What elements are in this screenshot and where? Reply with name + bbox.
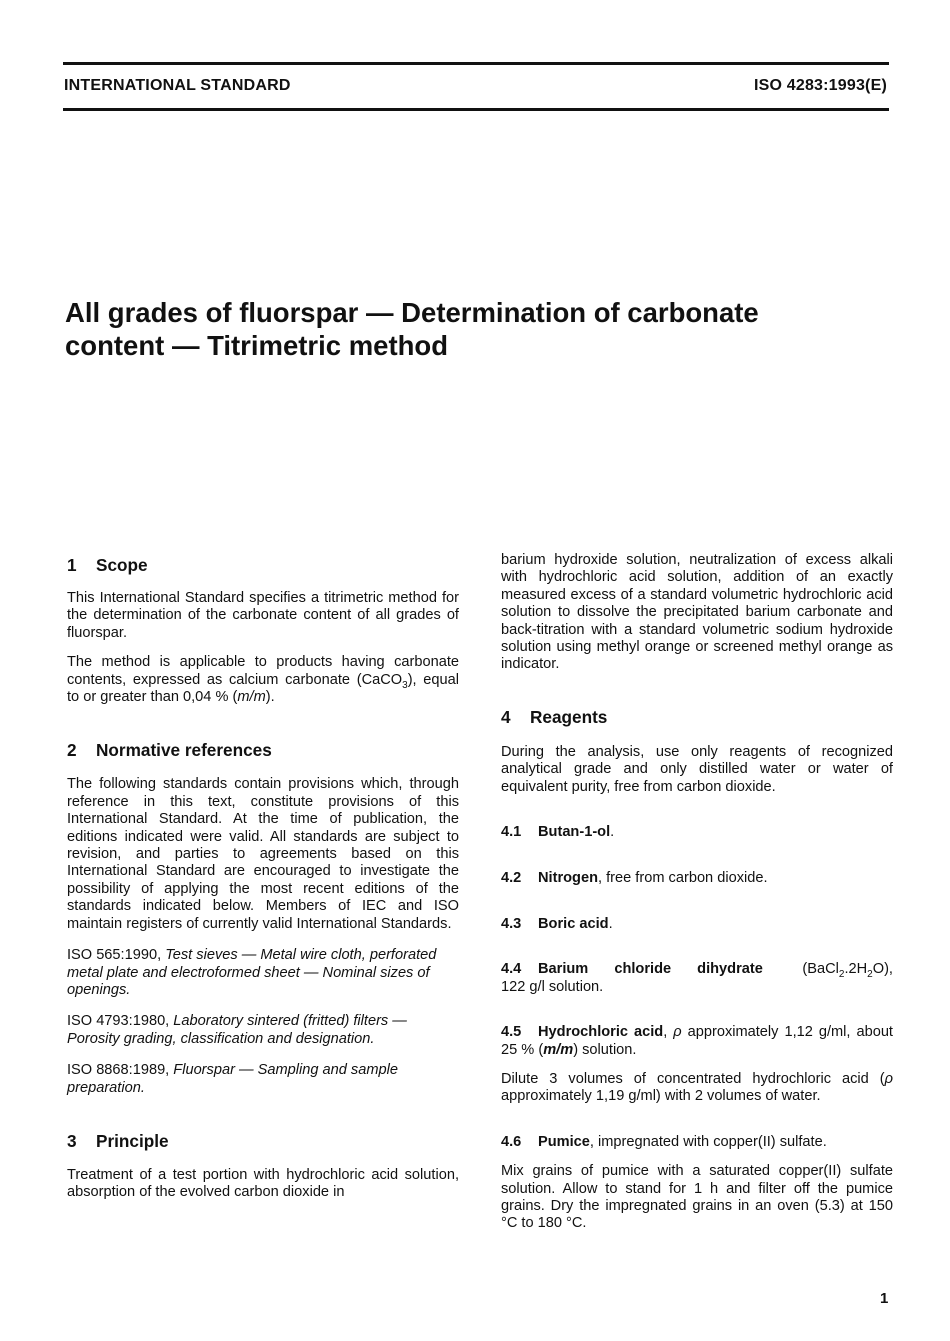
title-line-1: All grades of fluorspar — Determination of carbonate	[65, 297, 759, 328]
reagent-4-6: 4.6 Pumice, impregnated with copper(II) sulfate.	[501, 1133, 827, 1150]
principle-paragraph-start: Treatment of a test portion with hydrochloric acid solution, absorption of the evolved carbon dioxide in	[67, 1166, 459, 1201]
header-top-rule	[63, 62, 889, 65]
section-principle-heading: 3 Principle	[67, 1130, 169, 1151]
page-number: 1	[880, 1290, 889, 1307]
reagent-4-5-note: Dilute 3 volumes of concentrated hydrochloric acid (ρ approximately 1,19 g/ml) with 2 volumes of water.	[501, 1070, 893, 1105]
reference-iso-4793: ISO 4793:1980, Laboratory sintered (fritted) filters — Porosity grading, classification and designation.	[67, 1013, 407, 1047]
reference-iso-8868: ISO 8868:1989, Fluorspar — Sampling and sample preparation.	[67, 1062, 398, 1096]
reagent-4-4: 4.4 Barium chloride dihydrate $(BaCl_2.2H_2O)$, 122 g/l solution.	[501, 961, 893, 995]
reagent-4-1: 4.1 Butan-1-ol.	[501, 824, 615, 841]
principle-paragraph-continued: barium hydroxide solution, neutralization of excess alkali with hydrochloric acid solution, addition of an exactly measured excess of a standard volumetric hydrochloric acid solution to dissolve the precipitated barium carbonate and back-titration with a standard volumetric sodium hydroxide solution using methyl orange or screened methyl orange as indicator.	[501, 552, 893, 673]
left-column	[67, 555, 459, 1214]
header-bottom-rule	[63, 108, 889, 111]
reagent-4-5: 4.5 Hydrochloric acid, ρ approximately 1,12 g/ml, about 25 % (m/m) solution.	[501, 1024, 893, 1058]
header-doc-type: INTERNATIONAL STANDARD	[64, 77, 291, 94]
scope-paragraph-2: The method is applicable to products having carbonate contents, expressed as calcium carbonate (CaCO$_3$), equal to or greater than 0,04 % (m/m).	[67, 654, 459, 706]
right-column	[501, 552, 893, 1245]
normative-paragraph: The following standards contain provisions which, through reference in this text, constitute provisions of this International Standard. At the time of publication, the editions indicated were valid. All standards are subject to revision, and parties to agreements based on this International Standard are encouraged to investigate the possibility of applying the most recent editions of the standards indicated below. Members of IEC and ISO maintain registers of currently valid International Standards.	[67, 776, 459, 932]
header-doc-number: ISO 4283:1993(E)	[753, 77, 887, 94]
scope-paragraph-1: This International Standard specifies a titrimetric method for the determination of the carbonate content of all grades of fluorspar.	[67, 590, 459, 641]
section-scope-heading: 1 Scope	[67, 555, 148, 575]
reagents-intro: During the analysis, use only reagents of recognized analytical grade and only distilled water or water of equivalent purity, free from carbon dioxide.	[501, 743, 893, 795]
reagent-4-6-note: Mix grains of pumice with a saturated copper(II) sulfate solution. Allow to stand for 1 h and filter off the pumice grains. Dry the impregnated grains in an oven (5.3) at 150 °C to 180 °C.	[501, 1163, 893, 1232]
reagent-4-2: 4.2 Nitrogen, free from carbon dioxide.	[501, 870, 768, 887]
reagent-4-3: 4.3 Boric acid.	[501, 915, 613, 932]
title-line-2: content — Titrimetric method	[65, 330, 448, 361]
reference-iso-565: ISO 565:1990, Test sieves — Metal wire cloth, perforated metal plate and electroformed sheet — Nominal sizes of openings.	[67, 947, 437, 998]
section-reagents-heading: 4 Reagents	[501, 706, 608, 727]
document-title	[65, 296, 885, 362]
section-normative-heading: 2 Normative references	[67, 740, 272, 761]
